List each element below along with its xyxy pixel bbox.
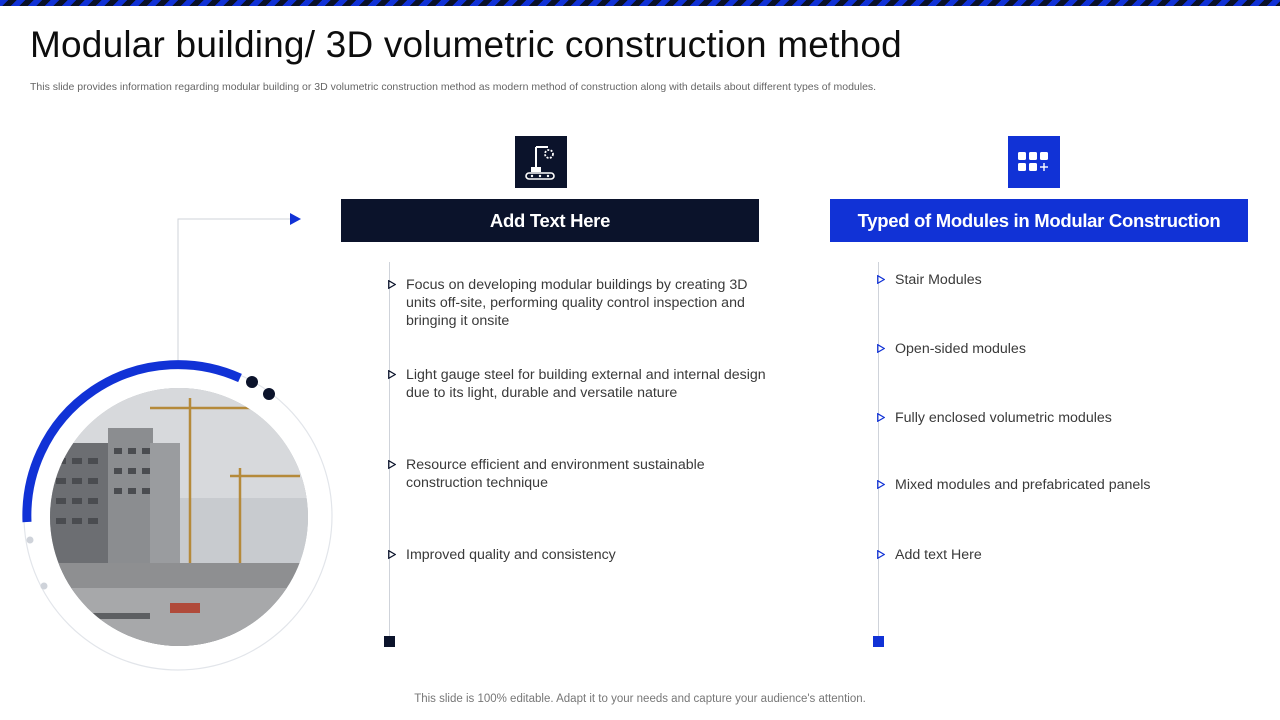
gray-dot (27, 537, 34, 544)
top-stripe-decoration (0, 0, 1280, 6)
bullet-text: Resource efficient and environment sustainable construction technique (406, 457, 705, 491)
list-item (877, 409, 1237, 427)
list-item (388, 276, 768, 330)
triangle-bullet-icon (877, 480, 885, 489)
construction-site-photo (50, 388, 308, 646)
bullet-text: Light gauge steel for building external and internal design due to its light, durable and versatile nature (406, 367, 766, 401)
left-column-header: Add Text Here (341, 199, 759, 242)
slide-subtitle: This slide provides information regarding modular building or 3D volumetric construction method as modern method of construction along with details about different types of modules. (30, 81, 877, 93)
modules-grid-icon-box (1008, 136, 1060, 188)
gray-dot (41, 583, 48, 590)
triangle-bullet-icon (877, 275, 885, 284)
slide-footer: This slide is 100% editable. Adapt it to your needs and capture your audience's attention. (414, 693, 866, 705)
triangle-bullet-icon (877, 550, 885, 559)
modules-grid-icon (1017, 151, 1051, 173)
bullet-text: Stair Modules (895, 272, 982, 288)
right-column-header: Typed of Modules in Modular Construction (830, 199, 1248, 242)
crane-gear-icon-box (515, 136, 567, 188)
triangle-bullet-icon (877, 413, 885, 422)
list-item (877, 271, 1237, 289)
slide-title: Modular building/ 3D volumetric construction method (30, 24, 902, 65)
triangle-bullet-icon (877, 344, 885, 353)
bullet-text: Fully enclosed volumetric modules (895, 410, 1112, 426)
list-item (388, 546, 768, 564)
construction-site-photo-icon (50, 388, 308, 646)
triangle-bullet-icon (388, 460, 396, 469)
right-timeline-end-marker (873, 636, 884, 647)
triangle-bullet-icon (388, 550, 396, 559)
bullet-text: Mixed modules and prefabricated panels (895, 477, 1151, 493)
navy-dot (263, 388, 275, 400)
list-item (877, 476, 1237, 494)
right-timeline-line (878, 262, 879, 638)
list-item (388, 366, 768, 402)
bullet-text: Improved quality and consistency (406, 547, 616, 563)
list-item (877, 340, 1237, 358)
bullet-text: Add text Here (895, 547, 982, 563)
connector-line (178, 219, 292, 360)
navy-dot (246, 376, 258, 388)
crane-gear-icon (524, 143, 558, 181)
bullet-text: Focus on developing modular buildings by creating 3D units off-site, performing quality control inspection and bringing it onsite (406, 277, 748, 329)
bullet-text: Open-sided modules (895, 341, 1026, 357)
left-timeline-end-marker (384, 636, 395, 647)
triangle-bullet-icon (388, 280, 396, 289)
connector-arrow-icon (290, 213, 301, 225)
triangle-bullet-icon (388, 370, 396, 379)
list-item (877, 546, 1237, 564)
list-item (388, 456, 768, 492)
